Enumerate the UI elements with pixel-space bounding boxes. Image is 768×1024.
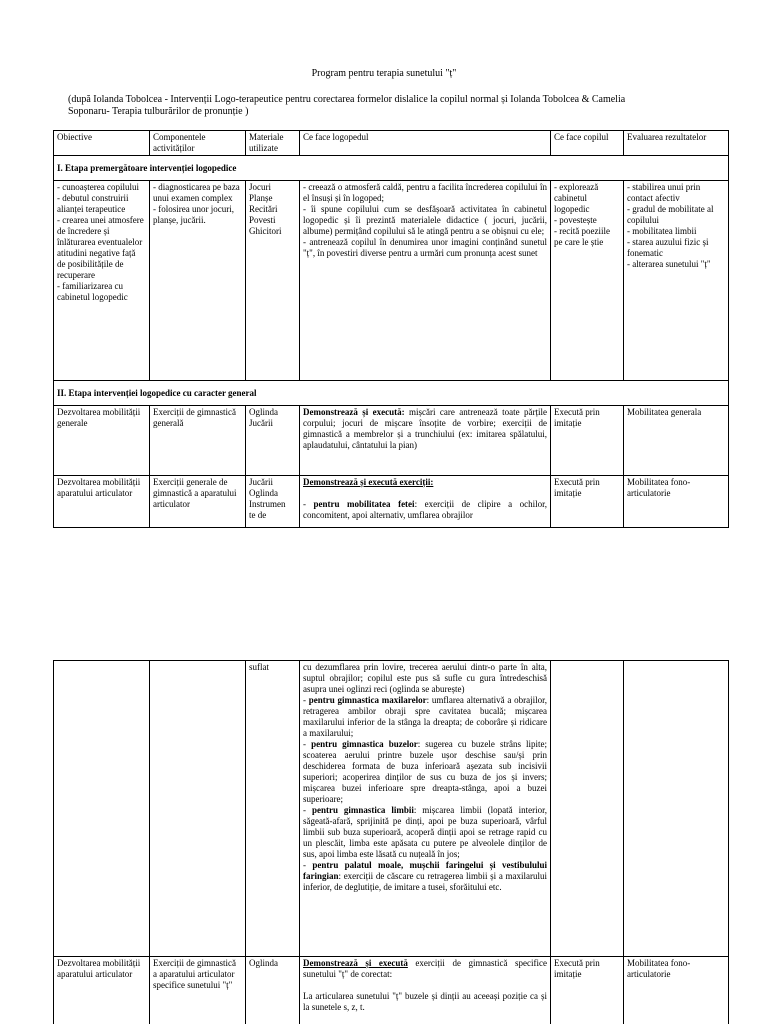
section-title-1: I. Etapa premergătoare intervenției logopedice	[54, 156, 729, 181]
cell-copil: Execută prin imitație	[551, 957, 624, 1024]
logoped-emphasis: pentru gimnastica limbii	[311, 805, 414, 815]
document-subtitle	[68, 94, 728, 118]
cell-line: - debutul construirii alianței terapeutice	[57, 193, 129, 214]
cell-evaluare: Mobilitatea fono-articulatorie	[624, 957, 729, 1024]
cell-materiale: Oglinda	[246, 957, 300, 1024]
cell-copil: Execută prin imitație	[551, 476, 624, 528]
cell-componente: Exerciții de gimnastică a aparatului articulator specifice sunetului "ț"	[150, 957, 246, 1024]
cell-evaluare	[624, 181, 729, 381]
cell-line: - starea auzului fizic și fonematic	[627, 237, 709, 258]
cell-line: te de	[249, 510, 267, 520]
logoped-emphasis: Demonstrează și execută:	[303, 407, 405, 417]
header-componente: Componentele activităților	[150, 131, 246, 156]
logoped-emphasis: pentru mobilitatea fetei	[313, 499, 415, 509]
cell-line: Oglinda	[249, 488, 278, 498]
cell-line: - explorează cabinetul logopedic	[554, 182, 599, 214]
logoped-emphasis: Demonstrează și execută	[303, 958, 408, 968]
cell-componente	[150, 181, 246, 381]
logoped-paragraph: - pentru gimnastica buzelor: sugerea cu buzele strâns lipite; scoaterea aerului printre buzele ușor deschise sau/și prin deschiderea formata de buza inferioară așezata sub incisivii superiori; acoperirea dinților de sus cu buza de jos și invers; mișcarea buzei inferioare spre dreapta-stânga, apoi a buzei superioare;	[303, 739, 548, 804]
cell-copil	[551, 181, 624, 381]
header-obiective: Obiective	[54, 131, 150, 156]
page-gap	[0, 560, 768, 660]
cell-line: - folosirea unor jocuri, planșe, jucării.	[153, 204, 234, 225]
header-logoped: Ce face logopedul	[300, 131, 551, 156]
logoped-paragraph: - pentru palatul moale, mușchii faringelui și vestibulului faringian: exerciții de căscare cu retragerea limbii și a maxilarului inferior, de deglutiție, de imitare a tusei, sforăitului etc.	[303, 860, 548, 892]
document-page-2	[0, 660, 768, 1024]
therapy-table-continued	[53, 660, 729, 1024]
header-materiale: Materiale utilizate	[246, 131, 300, 156]
cell-componente	[150, 661, 246, 957]
cell-line: - cunoașterea copilului	[57, 182, 139, 192]
logoped-text: : exerciții de clipire a ochilor, concomitent, apoi alternativ, umflarea obrajilor	[303, 499, 548, 520]
cell-line: Oglinda	[249, 407, 278, 417]
cell-materiale	[246, 406, 300, 476]
cell-evaluare	[624, 661, 729, 957]
logoped-heading: Demonstrează și execută exerciții:	[303, 477, 434, 487]
cell-line: - crearea unei atmosfere de încredere și înlăturarea eventualelor atitudini negative față de posibilitățile de recuperare	[57, 215, 144, 280]
table-row	[54, 406, 729, 476]
logoped-text: : exerciții de căscare cu retragerea limbii și a maxilarului inferior, de deglutiție, de imitare a tusei, sforăitului etc.	[303, 871, 547, 892]
cell-line: - antrenează copilul în denumirea unor imagini conținând sunetul "ț", în povestiri diverse pentru a urmări cum pronunța acest sunet	[303, 237, 547, 258]
cell-materiale	[246, 181, 300, 381]
subtitle-line-2: Soponaru- Terapia tulburărilor de pronunție )	[68, 106, 249, 117]
cell-line: Planșe	[249, 193, 273, 203]
logoped-paragraph: La articularea sunetului "ț" buzele și dinții au aceeași poziție ca și la sunetele s, z, t.	[303, 991, 547, 1012]
cell-logoped	[300, 476, 551, 528]
logoped-paragraph: - pentru gimnastica limbii: mișcarea limbii (lopată interior, săgeată-afară, sprijinită pe dinți, apoi pe buza superioară, vârful limbii sub buza superioară, acoperă dinții apoi se retrage rapid cu un plescăit, limba este apăsata cu putere pe alveolele dinților de sus, apoi limba este lăsată cu nuțeală în jos;	[303, 805, 547, 859]
therapy-table	[53, 130, 729, 528]
cell-line: - gradul de mobilitate al copilului	[627, 204, 714, 225]
section-row-1	[54, 156, 729, 181]
section-row-2	[54, 381, 729, 406]
cell-line: Jocuri	[249, 182, 271, 192]
logoped-paragraph: - pentru mobilitatea fetei: exerciții de clipire a ochilor, concomitent, apoi alternativ, umflarea obrajilor	[303, 499, 548, 520]
header-copil: Ce face copilul	[551, 131, 624, 156]
logoped-emphasis: pentru palatul moale, mușchii faringelui și vestibulului faringian	[303, 860, 548, 881]
header-evaluare: Evaluarea rezultatelor	[624, 131, 729, 156]
cell-line: Povesti	[249, 215, 276, 225]
cell-line: Jucării	[249, 477, 273, 487]
cell-logoped	[300, 181, 551, 381]
cell-line: - familiarizarea cu cabinetul logopedic	[57, 281, 128, 302]
cell-obiective: Dezvoltarea mobilității aparatului articulator	[54, 476, 150, 528]
cell-line: - recită poeziile pe care le știe	[554, 226, 610, 247]
cell-line: Ghicitori	[249, 226, 282, 236]
cell-obiective: Dezvoltarea mobilității aparatului articulator	[54, 957, 150, 1024]
logoped-emphasis: pentru gimnastica buzelor	[311, 739, 418, 749]
logoped-text: : mișcarea limbii (lopată interior, săgeată-afară, sprijinită pe dinți, apoi pe buza superioară, vârful limbii sub buza superioară, acoperă dinții apoi se retrage rapid cu un plescăit, limba este apăsata cu putere pe alveolele dinților de sus, apoi limba este lăsată cu nuțeală în jos;	[303, 805, 547, 859]
table-header-row	[54, 131, 729, 156]
cell-line: Recitări	[249, 204, 278, 214]
cell-line: Jucării	[249, 418, 273, 428]
cell-logoped	[300, 957, 551, 1024]
logoped-paragraph	[303, 958, 547, 980]
cell-evaluare: Mobilitatea generala	[624, 406, 729, 476]
cell-evaluare: Mobilitatea fono-articulatorie	[624, 476, 729, 528]
cell-line: - povestește	[554, 215, 597, 225]
logoped-paragraph: - pentru gimnastica maxilarelor: umflarea alternativă a obrajilor, retragerea ambilor obraji spre cavitatea bucală; mișcarea maxilarului inferior de la stânga la dreapta; de coborâre și ridicare a maxilarului;	[303, 695, 547, 738]
cell-line: - mobilitatea limbii	[627, 226, 697, 236]
cell-obiective: Dezvoltarea mobilității generale	[54, 406, 150, 476]
cell-componente: Exerciții generale de gimnastică a aparatului articulator	[150, 476, 246, 528]
logoped-emphasis: pentru gimnastica maxilarelor	[308, 695, 427, 705]
logoped-paragraph: cu dezumflarea prin lovire, trecerea aerului dintr-o parte în alta, suptul obrajilor; copilul este pus să sufle cu gura întredeschisă asupra unei oglinzi reci (oglinda se aburește)	[303, 662, 547, 694]
cell-line: - îi spune copilului cum se desfășoară activitatea în cabinetul logopedic și îi prezintă materialele didactice ( jocuri, jucării, albume) permițând copilului să le atingă pentru a se obișnui cu ele;	[303, 204, 547, 236]
document-title: Program pentru terapia sunetului "ț"	[311, 68, 457, 79]
logoped-text: : umflarea alternativă a obrajilor, retragerea ambilor obraji spre cavitatea bucală; mișcarea maxilarului inferior de la stânga la dreapta; de coborâre și ridicare a maxilarului;	[303, 695, 547, 738]
cell-line: - stabilirea unui prin contact afectiv	[627, 182, 701, 203]
table-row	[54, 661, 729, 957]
cell-line: - creează o atmosferă caldă, pentru a facilita încrederea copilului în el însuși și în logoped;	[303, 182, 547, 203]
cell-line: - alterarea sunetului "ț"	[627, 259, 711, 269]
table-row	[54, 476, 729, 528]
cell-materiale: suflat	[246, 661, 300, 957]
cell-copil: Execută prin imitație	[551, 406, 624, 476]
cell-logoped	[300, 661, 551, 957]
cell-obiective	[54, 661, 150, 957]
cell-materiale	[246, 476, 300, 528]
cell-logoped	[300, 406, 551, 476]
cell-line: - diagnosticarea pe baza unui examen complex	[153, 182, 240, 203]
table-row	[54, 957, 729, 1024]
cell-line: Instrumen	[249, 499, 286, 509]
logoped-text: mișcări care antrenează toate părțile corpului; jocuri de mișcare însoțite de vorbire; exerciții de gimnastică a membrelor și a trunchiului (ex: imitarea spălatului, aplaudatului, cântatului la pian)	[303, 407, 547, 450]
subtitle-line-1: (după Iolanda Tobolcea - Intervenții Logo-terapeutice pentru corectarea formelor dislalice la copilul normal și Iolanda Tobolcea & Camelia	[68, 94, 626, 105]
cell-componente: Exerciții de gimnastică generală	[150, 406, 246, 476]
section-title-2: II. Etapa intervenției logopedice cu caracter general	[54, 381, 729, 406]
logoped-text: exerciții de gimnastică specifice sunetului "ț" de corectat:	[303, 958, 547, 979]
cell-copil	[551, 661, 624, 957]
cell-obiective	[54, 181, 150, 381]
table-row	[54, 181, 729, 381]
logoped-text: : sugerea cu buzele strâns lipite; scoaterea aerului printre buzele ușor deschise sau/și prin deschiderea formata de buza inferioară așezata sub incisivii superiori; acoperirea dinților de sus cu buza de jos și invers; mișcarea buzei inferioare spre dreapta-stânga, apoi a buzei superioare;	[303, 739, 548, 804]
